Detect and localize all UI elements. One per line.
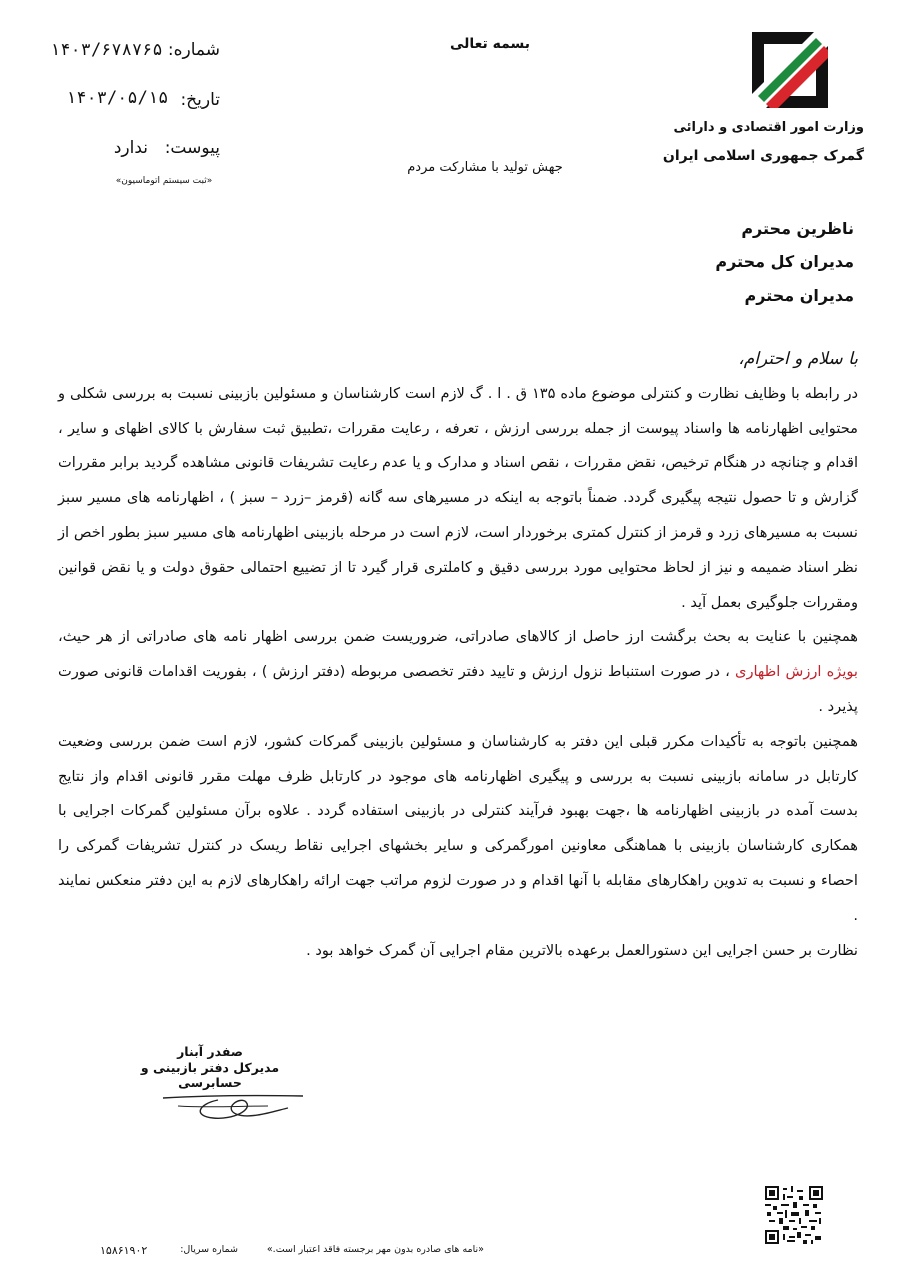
registry-note: «ثبت سیستم اتوماسیون» <box>115 176 213 186</box>
date-value: ۱۴۰۳/۰۵/۱۵ <box>66 88 169 108</box>
attachment-label: پیوست: <box>164 138 220 158</box>
attachment-value: ندارد <box>113 138 148 158</box>
signer-title: مدیرکل دفتر بازبینی و حسابرسی <box>140 1060 280 1090</box>
date-label: تاریخ: <box>180 90 220 110</box>
number-value: ۱۴۰۳/۶۷۸۷۶۵ <box>50 40 163 60</box>
validity-warning: «نامه های صادره بدون مهر برجسته فاقد اعتبار است.» <box>266 1244 484 1255</box>
greeting: با سلام و احترام، <box>738 349 858 369</box>
slogan: جهش تولید با مشارکت مردم <box>407 160 563 175</box>
letter-body <box>58 342 858 968</box>
paragraph-3: همچنین باتوجه به تأکیدات مکرر قبلی این دفتر به کارشناسان و مسئولین بازبینی گمرکات کشور، لازم است ضمن بررسی وضعیت کارتابل در سامانه بازبینی نسبت به بررسی و پیگیری اظهارنامه های موجود در کارتابل ظرف مهلت مقرر قانونی اقدام واز نتایج بدست آمده در بازبینی اظهارنامه ها ،جهت بهبود فرآیند کنترلی در بازبینی استفاده گردد . علاوه برآن مسئولین گمرکات اجرایی با همکاری کارشناسان بازبینی با هماهنگی معاونین امورگمرکی و سایر بخشهای اجرایی نقاط ریسک در کنترل تشریفات گمرکی را احصاء و نسبت به تدوین راهکارهای مقابله با آنها اقدام و در صورت لزوم مراتب جهت ارائه راهکارهای لازم به این دفتر منعکس نمایند . <box>58 732 858 924</box>
paragraph-1: در رابطه با وظایف نظارت و کنترلی موضوع ماده ۱۳۵ ق . ا . گ لازم است کارشناسان و مسئولین بازبینی نسبت به بررسی شکلی و محتوایی اظهارنامه ها واسناد پیوست از جمله بررسی ارزش ، تعرفه ، رعایت مقررات ،تطبیق ثبت سفارش با کالای اظهای و سایر ، اقدام و چنانچه در هنگام ترخیص، نقض مقررات ، نقص اسناد و مدارک و یا عدم رعایت تشریفات قانونی مشاهده گردید برابر مقررات گزارش و تا حصول نتیجه پیگیری گردد. ضمناً باتوجه به اینکه در مسیرهای سه گانه (قرمز –زرد – سبز ) ، اظهارنامه های مسیر سبز نسبت به مسیرهای زرد و قرمز از کنترل کمتری برخوردار است، لازم است در مرحله بازبینی اظهارنامه های مسیر سبز بطور اخص از نظر اسناد ضمیمه و نیز از لحاظ محتوایی مورد بررسی دقیق و کاملتری قرار گیرد تا از تضییع احتمالی حقوق دولت و یا نقض قوانین ومقررات جلوگیری بعمل آید . <box>58 384 858 611</box>
number-label: شماره: <box>167 40 220 60</box>
highlighted-phrase: بویژه ارزش اظهاری <box>735 663 858 681</box>
customs-name: گمرک جمهوری اسلامی ایران <box>662 148 864 164</box>
recipient-2: مدیران کل محترم <box>715 252 854 271</box>
recipient-1: ناظرین محترم <box>741 219 854 238</box>
qr-code-icon <box>765 1186 823 1244</box>
paragraph-4: نظارت بر حسن اجرایی این دستورالعمل برعهده بالاترین مقام اجرایی آن گمرک خواهد بود . <box>306 941 858 959</box>
serial-label: شماره سریال: <box>180 1244 238 1255</box>
serial-value: ۱۵۸۶۱۹۰۲ <box>100 1244 148 1257</box>
signature-icon <box>158 1086 308 1126</box>
signer-name: صفدر آبنار <box>177 1044 243 1059</box>
bismillah: بسمه تعالی <box>449 36 531 52</box>
paragraph-2: همچنین با عنایت به بحث برگشت ارز حاصل از کالاهای صادراتی، ضروریست ضمن بررسی اظهار نامه های صادراتی از هر حیث، بویژه ارزش اظهاری ، در صورت استنباط نزول ارزش و تایید دفتر تخصصی مربوطه (دفتر ارزش ) ، بفوریت اقدامات قانونی صورت پذیرد . <box>58 628 858 715</box>
recipient-3: مدیران محترم <box>744 286 854 305</box>
ministry-name: وزارت امور اقتصادی و دارائی <box>673 120 864 135</box>
customs-logo-icon <box>748 28 832 112</box>
